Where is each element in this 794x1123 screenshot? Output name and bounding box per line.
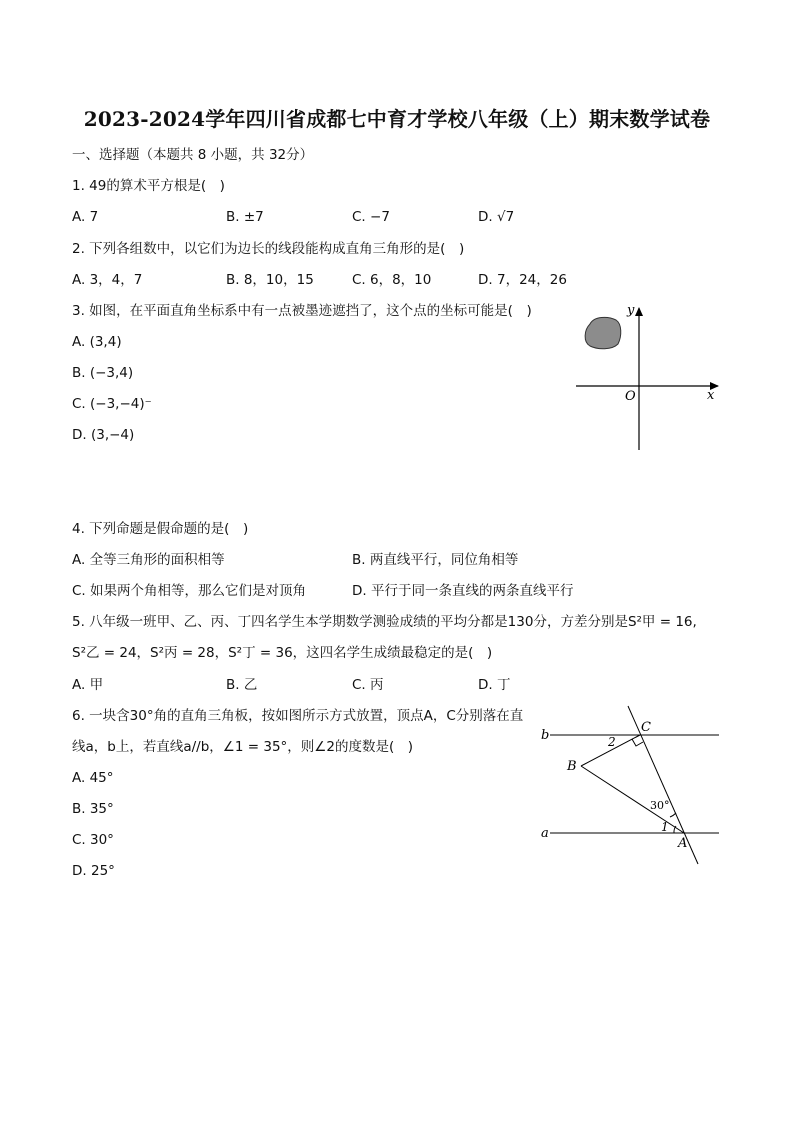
q6-option-c: C. 30° xyxy=(72,832,114,848)
q6-option-a: A. 45° xyxy=(72,770,114,786)
page-title: 2023-2024学年四川省成都七中育才学校八年级（上）期末数学试卷 xyxy=(83,107,711,131)
right-angle-mark xyxy=(632,739,643,746)
question-5-stem-line1: 5. 八年级一班甲、乙、丙、丁四名学生本学期数学测验成绩的平均分都是130分，方差分别是S²甲 = 16, xyxy=(72,614,697,630)
ink-blot xyxy=(585,317,621,348)
q5-option-a: A. 甲 xyxy=(72,677,104,693)
question-6-stem-line2: 线a，b上，若直线a//b，∠1 = 35°，则∠2的度数是( ) xyxy=(72,739,414,755)
question-6-stem-line1: 6. 一块含30°角的直角三角板，按如图所示方式放置，顶点A，C分别落在直 xyxy=(72,708,524,724)
coordinate-plane-figure xyxy=(570,296,730,456)
q4-option-c: C. 如果两个角相等，那么它们是对顶角 xyxy=(72,583,307,599)
label-point-c: C xyxy=(641,720,651,735)
x-axis-label: x xyxy=(707,388,715,403)
q5-option-c: C. 丙 xyxy=(352,677,384,693)
question-2-stem: 2. 下列各组数中，以它们为边长的线段能构成直角三角形的是( ) xyxy=(72,241,465,257)
q6-option-b: B. 35° xyxy=(72,801,114,817)
q6-option-d: D. 25° xyxy=(72,863,115,879)
q4-option-d: D. 平行于同一条直线的两条直线平行 xyxy=(352,583,574,599)
label-angle-1: 1 xyxy=(661,820,669,834)
q3-option-d: D. (3,−4) xyxy=(72,427,135,443)
section-heading: 一、选择题（本题共 8 小题，共 32分） xyxy=(72,147,314,163)
label-angle-2: 2 xyxy=(608,735,616,749)
q5-option-d: D. 丁 xyxy=(478,677,511,693)
q2-option-d: D. 7，24，26 xyxy=(478,272,567,288)
label-point-b: B xyxy=(567,759,577,774)
q2-option-c: C. 6，8，10 xyxy=(352,272,432,288)
q2-option-b: B. 8，10，15 xyxy=(226,272,314,288)
angle-30-arc xyxy=(670,813,676,817)
q3-option-c: C. (−3,−4)⁻ xyxy=(72,396,152,412)
triangle-parallel-lines-figure xyxy=(536,700,726,870)
q4-option-b: B. 两直线平行，同位角相等 xyxy=(352,552,519,568)
q4-option-a: A. 全等三角形的面积相等 xyxy=(72,552,225,568)
q1-option-c: C. −7 xyxy=(352,209,390,225)
transversal-ca xyxy=(628,706,698,864)
q1-option-a: A. 7 xyxy=(72,209,99,225)
question-3-stem: 3. 如图，在平面直角坐标系中有一点被墨迹遮挡了，这个点的坐标可能是( ) xyxy=(72,303,532,319)
q3-option-b: B. (−3,4) xyxy=(72,365,134,381)
origin-label: O xyxy=(625,389,636,404)
question-1-stem: 1. 49的算术平方根是( ) xyxy=(72,178,225,194)
question-4-stem: 4. 下列命题是假命题的是( ) xyxy=(72,521,249,537)
q1-option-d: D. √7 xyxy=(478,209,515,225)
q1-option-b: B. ±7 xyxy=(226,209,264,225)
q2-option-a: A. 3，4，7 xyxy=(72,272,143,288)
label-b: b xyxy=(541,728,550,743)
label-a: a xyxy=(541,826,549,841)
q3-option-a: A. (3,4) xyxy=(72,334,122,350)
label-point-a: A xyxy=(678,836,688,851)
question-5-stem-line2: S²乙 = 24，S²丙 = 28，S²丁 = 36，这四名学生成绩最稳定的是( ) xyxy=(72,645,493,661)
label-angle-30: 30° xyxy=(650,799,670,812)
q5-option-b: B. 乙 xyxy=(226,677,258,693)
y-axis-label: y xyxy=(627,303,635,318)
